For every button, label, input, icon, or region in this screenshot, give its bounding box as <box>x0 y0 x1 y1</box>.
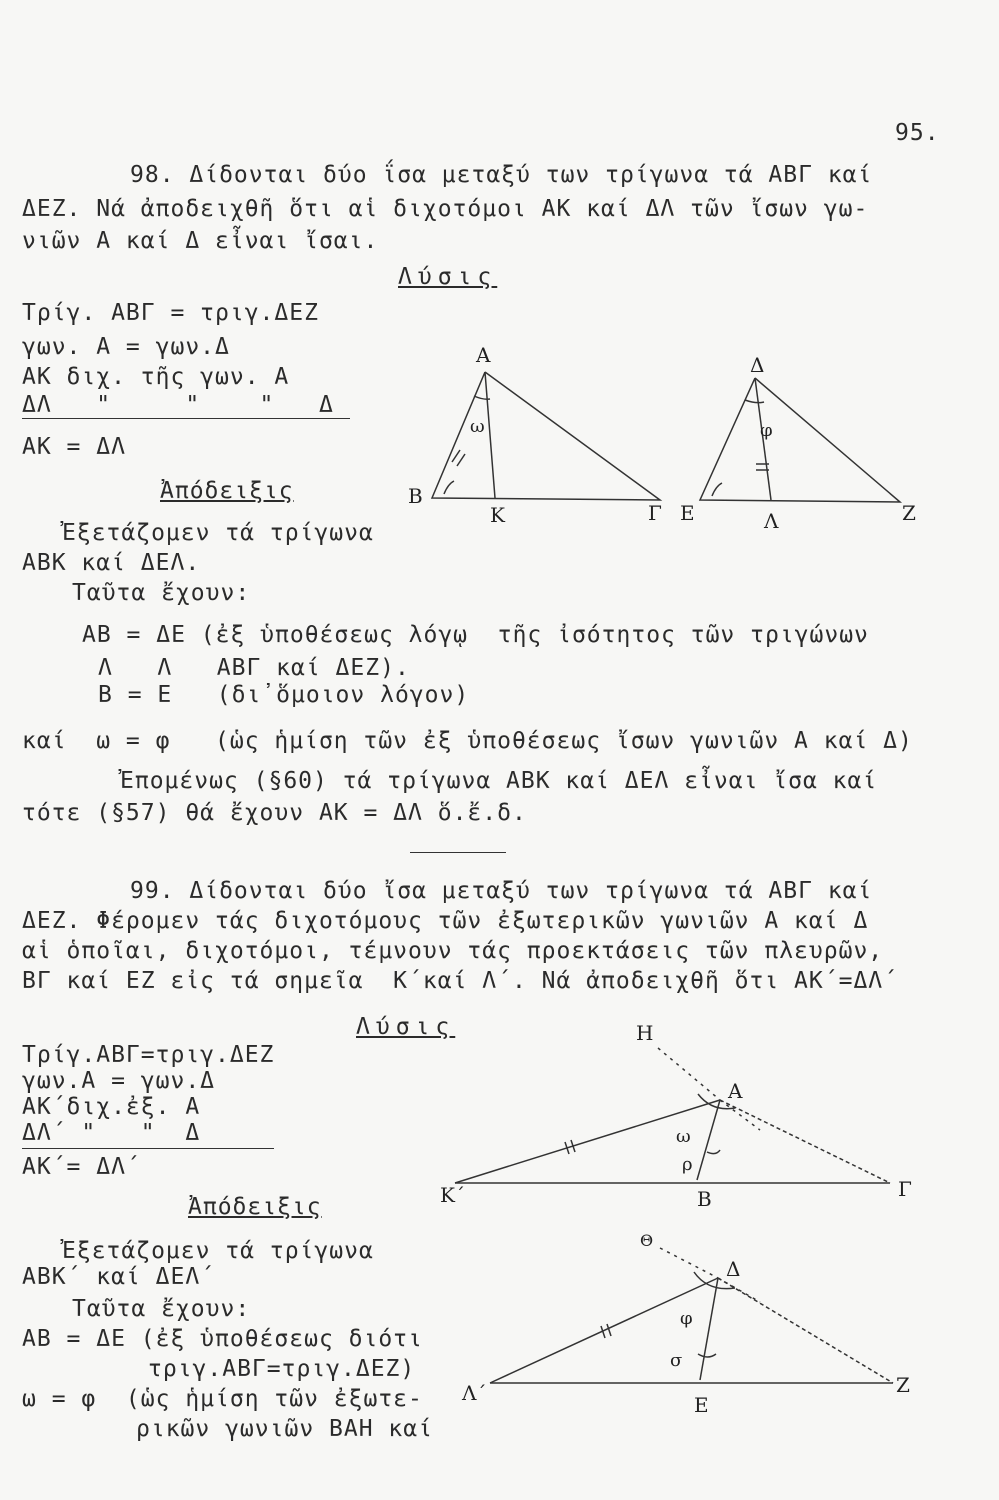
page-number: 95. <box>895 120 940 146</box>
label-a-99: Α <box>728 1079 743 1103</box>
label-omega-98: ω <box>470 416 485 437</box>
problem99-given-4: ΔΛ΄ " " Δ <box>22 1120 201 1146</box>
problem99-given-2: γων.Α = γων.Δ <box>22 1068 216 1094</box>
problem98-statement-line-3: νιῶν Α καί Δ εἶναι ἴσαι. <box>22 228 379 254</box>
triangle-abg-figure <box>432 372 660 500</box>
external-bisector-figure-1 <box>455 1048 890 1183</box>
problem99-proof-line-5: τριγ.ΑΒΓ=τριγ.ΔΕΖ) <box>148 1356 416 1382</box>
problem98-given-2: γων. Α = γων.Δ <box>22 334 230 360</box>
problem98-proof-line-7: καί ω = φ (ὡς ἡμίση τῶν ἐξ ὑποθέσεως ἴσων γωνιῶν Α καί Δ) <box>22 728 913 754</box>
problem98-proof-line-1: Ἐξετάζομεν τά τρίγωνα <box>62 520 374 546</box>
problem98-proof-line-2: ΑΒΚ καί ΔΕΛ. <box>22 550 201 576</box>
label-e-98: Ε <box>680 501 695 525</box>
problem98-proof-line-5: Λ Λ ΑΒΓ καί ΔΕΖ). <box>98 655 410 681</box>
label-phi-98: φ <box>760 420 773 441</box>
label-l-99: Λ΄ <box>462 1381 487 1405</box>
label-b-99: Β <box>697 1187 712 1211</box>
problem98-proof-line-9: τότε (§57) θά ἔχουν ΑΚ = ΔΛ ὅ.ἔ.δ. <box>22 800 527 826</box>
problem99-given-1: Τρίγ.ΑΒΓ=τριγ.ΔΕΖ <box>22 1042 275 1068</box>
problem98-lysis-title: Λύσις <box>398 264 498 290</box>
label-g-98: Γ <box>648 501 662 525</box>
problem98-statement-line-1: 98. Δίδονται δύο ΐσα μεταξύ των τρίγωνα τά ΑΒΓ καί <box>130 162 873 188</box>
label-b-98: Β <box>408 484 423 508</box>
problem98-proof-title: Ἀπόδειξις <box>160 478 294 504</box>
problem99-proof-line-4: ΑΒ = ΔΕ (ἐξ ὑποθέσεως διότι <box>22 1326 423 1352</box>
label-phi-99: φ <box>680 1308 693 1329</box>
problem98-given-4: ΔΛ " " " Δ <box>22 392 334 418</box>
problem98-proof-line-8: Ἐπομένως (§60) τά τρίγωνα ΑΒΚ καί ΔΕΛ εἶναι ἴσα καί <box>120 768 878 794</box>
label-z-99: Ζ <box>896 1373 910 1397</box>
problem99-statement-line-4: ΒΓ καί ΕΖ εἰς τά σημεῖα Κ΄καί Λ΄. Νά ἀποδειχθῆ ὅτι ΑΚ΄=ΔΛ΄ <box>22 968 898 994</box>
problem98-given-3: ΑΚ διχ. τῆς γων. Α <box>22 364 290 390</box>
problem98-proof-line-3: Ταῦτα ἔχουν: <box>72 580 251 606</box>
label-a-98: Α <box>476 343 491 367</box>
triangle-dez-figure <box>700 378 900 502</box>
label-g-99: Γ <box>898 1177 912 1201</box>
problem99-proof-line-6: ω = φ (ὡς ἡμίση τῶν ἐξωτε- <box>22 1386 423 1412</box>
problem98-statement-line-2: ΔΕΖ. Νά ἀποδειχθῆ ὅτι αἱ διχοτόμοι ΑΚ καί ΔΛ τῶν ἴσων γω- <box>22 196 869 222</box>
label-k-99: Κ΄ <box>440 1183 465 1207</box>
problem99-proof-title: Ἀπόδειξις <box>188 1194 322 1220</box>
problem99-proof-line-3: Ταῦτα ἔχουν: <box>72 1296 251 1322</box>
label-h-99: Η <box>636 1021 654 1045</box>
problem98-proof-line-6: Β = Ε (δι᾽ὅμοιον λόγον) <box>98 682 470 708</box>
problem99-lysis-title: Λύσις <box>356 1014 456 1040</box>
problem98-given-1: Τρίγ. ΑΒΓ = τριγ.ΔΕΖ <box>22 300 319 326</box>
label-d-99: Δ <box>726 1257 741 1281</box>
problem99-proof-line-1: Ἐξετάζομεν τά τρίγωνα <box>62 1238 374 1264</box>
problem99-conclusion: ΑΚ΄= ΔΛ΄ <box>22 1154 141 1180</box>
problem99-statement-line-1: 99. Δίδονται δύο ἴσα μεταξύ των τρίγωνα τά ΑΒΓ καί <box>130 878 873 904</box>
label-rho-99: ρ <box>682 1154 693 1175</box>
label-omega-99: ω <box>676 1126 691 1147</box>
problem98-conclusion: ΑΚ = ΔΛ <box>22 434 126 460</box>
label-theta-99: Θ <box>640 1231 654 1250</box>
problem99-proof-line-2: ΑΒΚ΄ καί ΔΕΛ΄ <box>22 1264 216 1290</box>
label-l-98: Λ <box>764 509 779 533</box>
label-d-98: Δ <box>750 353 765 377</box>
label-sigma-99: σ <box>670 1350 683 1371</box>
label-e-99: Ε <box>694 1393 709 1417</box>
problem99-statement-line-2: ΔΕΖ. Φέρομεν τάς διχοτόμους τῶν ἐξωτερικῶν γωνιῶν Α καί Δ <box>22 908 869 934</box>
label-k-98: Κ <box>490 503 505 527</box>
problem99-proof-line-7: ρικῶν γωνιῶν ΒΑΗ καί <box>136 1416 433 1442</box>
problem99-statement-line-3: αἱ ὁποῖαι, διχοτόμοι, τέμνουν τάς προεκτάσεις τῶν πλευρῶν, <box>22 938 884 964</box>
problem99-given-3: ΑΚ΄διχ.ἐξ. Α <box>22 1094 201 1120</box>
label-z-98: Ζ <box>902 501 916 525</box>
problem98-proof-line-4: ΑΒ = ΔΕ (ἐξ ὑποθέσεως λόγῳ τῆς ἰσότητος τῶν τριγώνων <box>82 622 869 648</box>
